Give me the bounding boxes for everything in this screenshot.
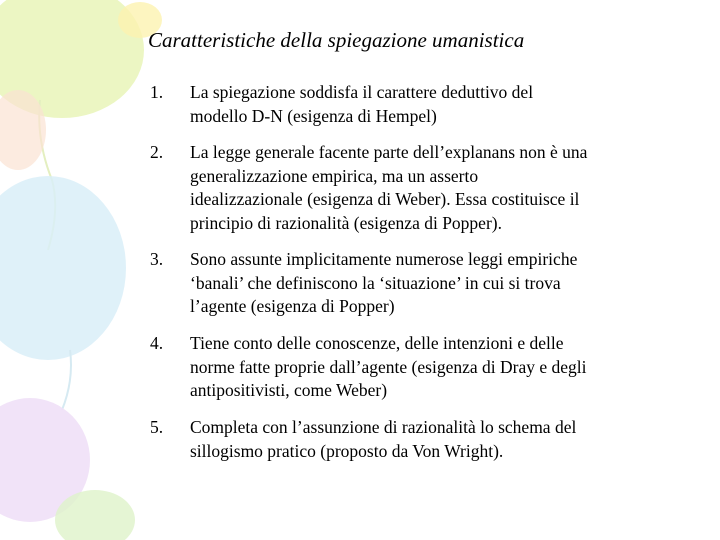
slide-title: Caratteristiche della spiegazione umanistica xyxy=(148,28,525,52)
item-number: 4. xyxy=(150,333,164,353)
item-line: norme fatte proprie dall’agente (esigenza di Dray e degli xyxy=(190,356,587,377)
item-number: 2. xyxy=(150,142,164,162)
list-item xyxy=(150,81,670,128)
item-line: generalizzazione empirica, ma un asserto xyxy=(190,165,479,186)
item-number: 1. xyxy=(150,82,164,102)
item-line: ‘banali’ che definiscono la ‘situazione’ in cui si trova xyxy=(190,272,561,293)
item-line: Tiene conto delle conoscenze, delle intenzioni e delle xyxy=(190,333,564,353)
item-line: sillogismo pratico (proposto da Von Wright). xyxy=(190,440,504,461)
item-line: Completa con l’assunzione di razionalità lo schema del xyxy=(190,417,577,437)
item-line: La legge generale facente parte dell’explanans non è una xyxy=(190,142,588,162)
list-item xyxy=(150,332,670,403)
item-number: 3. xyxy=(150,249,164,269)
item-line: Sono assunte implicitamente numerose leggi empiriche xyxy=(190,249,578,269)
item-line: modello D-N (esigenza di Hempel) xyxy=(190,105,437,126)
list-item xyxy=(150,141,670,235)
list-item xyxy=(150,416,670,463)
item-line: l’agente (esigenza di Popper) xyxy=(190,296,395,316)
list-item xyxy=(150,248,670,319)
item-line: antipositivisti, come Weber) xyxy=(190,380,388,400)
item-number: 5. xyxy=(150,417,164,437)
item-line: La spiegazione soddisfa il carattere deduttivo del xyxy=(190,82,534,102)
item-line: principio di razionalità (esigenza di Popper). xyxy=(190,212,502,233)
item-line: idealizzazionale (esigenza di Weber). Essa costituisce il xyxy=(190,189,580,209)
